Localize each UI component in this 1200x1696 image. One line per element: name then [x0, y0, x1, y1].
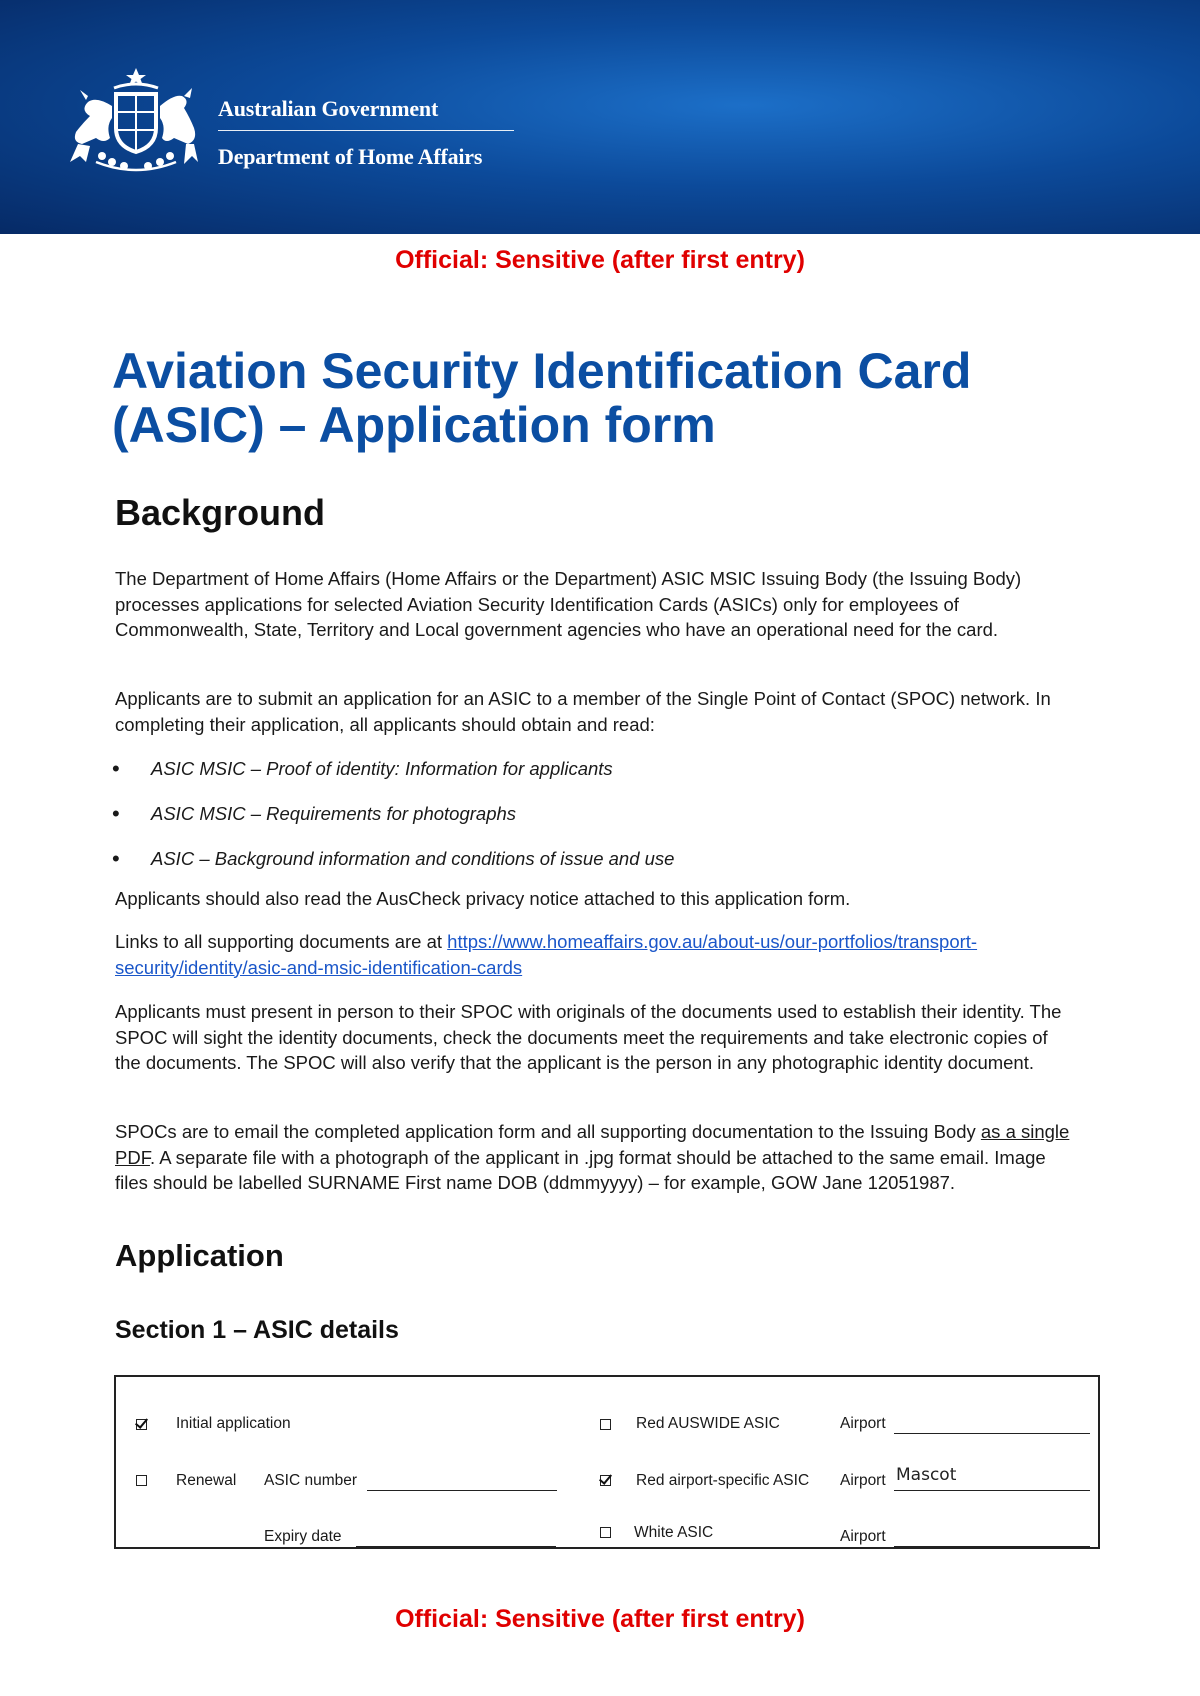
white-asic-checkbox[interactable]	[600, 1527, 611, 1538]
background-paragraph-1: The Department of Home Affairs (Home Affairs or the Department) ASIC MSIC Issuing Body (the Issuing Body) processes applications for selected Aviation Security Identification Cards (ASICs) only for employees of Commonwealth, State, Territory and Local government agencies who have an operational need for the card.	[115, 568, 1022, 640]
asic-number-field[interactable]	[367, 1472, 557, 1491]
page-title	[112, 344, 1112, 452]
auswide-airport-field[interactable]	[894, 1415, 1090, 1434]
classification-bottom: Official: Sensitive (after first entry)	[395, 1605, 805, 1633]
white-airport-field[interactable]	[894, 1528, 1090, 1547]
asic-number-label: ASIC number	[264, 1472, 358, 1489]
airport-label: Airport	[840, 1528, 886, 1545]
red-airport-specific-checkbox[interactable]	[600, 1475, 611, 1486]
red-airport-specific-label: Red airport-specific ASIC	[636, 1472, 810, 1489]
background-paragraph-5: Applicants must present in person to their SPOC with originals of the documents used to establish their identity. The SPOC will sight the identity documents, check the documents meet the requirements and take electronic copies of the documents. The SPOC will also verify that the applicant is the person in any photographic identity document.	[115, 1001, 1062, 1073]
renewal-checkbox[interactable]	[136, 1475, 147, 1486]
expiry-date-field[interactable]	[356, 1528, 556, 1547]
background-paragraph-3: Applicants should also read the AusCheck privacy notice attached to this application form.	[115, 888, 851, 909]
department-name: Department of Home Affairs	[218, 144, 483, 169]
background-heading: Background	[115, 492, 326, 533]
initial-application-checkbox[interactable]	[136, 1419, 147, 1430]
section1-heading: Section 1 – ASIC details	[115, 1316, 399, 1344]
header-banner	[0, 0, 1200, 234]
renewal-label: Renewal	[176, 1472, 237, 1489]
bullet-icon: •	[112, 756, 120, 781]
page-title-line1: Aviation Security Identification Card	[112, 343, 972, 399]
government-name: Australian Government	[218, 96, 439, 121]
bullet-icon: •	[112, 801, 120, 826]
header-divider	[218, 130, 514, 131]
coat-of-arms-icon	[66, 66, 206, 176]
application-heading: Application	[115, 1238, 284, 1273]
background-paragraph-4: Links to all supporting documents are at https://www.homeaffairs.gov.au/about-us/our-portfolios/transport- security/identity/asic-and-msic-identification-cards	[115, 931, 978, 978]
classification-top: Official: Sensitive (after first entry)	[395, 246, 805, 274]
asic-details-form	[114, 1375, 1100, 1549]
expiry-date-label: Expiry date	[264, 1528, 342, 1545]
bullet-icon: •	[112, 846, 120, 871]
white-asic-label: White ASIC	[634, 1524, 714, 1541]
airport-label: Airport	[840, 1415, 886, 1432]
airport-value: Mascot	[896, 1465, 957, 1485]
single-pdf-emphasis: as a single PDF	[115, 1121, 1070, 1168]
initial-application-label: Initial application	[176, 1415, 291, 1432]
page-title-line2: (ASIC) – Application form	[112, 397, 716, 453]
red-auswide-label: Red AUSWIDE ASIC	[636, 1415, 780, 1432]
background-paragraph-6: SPOCs are to email the completed application form and all supporting documentation to the Issuing Body as a single PDF. A separate file with a photograph of the applicant in .jpg format should be attached to the same email. Image files should be labelled SURNAME First name DOB (ddmmyyyy) – for example, GOW Jane 12051987.	[115, 1121, 1070, 1193]
background-paragraph-2: Applicants are to submit an application for an ASIC to a member of the Single Point of Contact (SPOC) network. In completing their application, all applicants should obtain and read:	[115, 688, 1051, 735]
supporting-documents-link[interactable]: https://www.homeaffairs.gov.au/about-us/our-portfolios/transport- security/identity/asic-and-msic-identification-cards	[115, 931, 978, 978]
airport-label: Airport	[840, 1472, 886, 1489]
red-auswide-checkbox[interactable]	[600, 1419, 611, 1430]
